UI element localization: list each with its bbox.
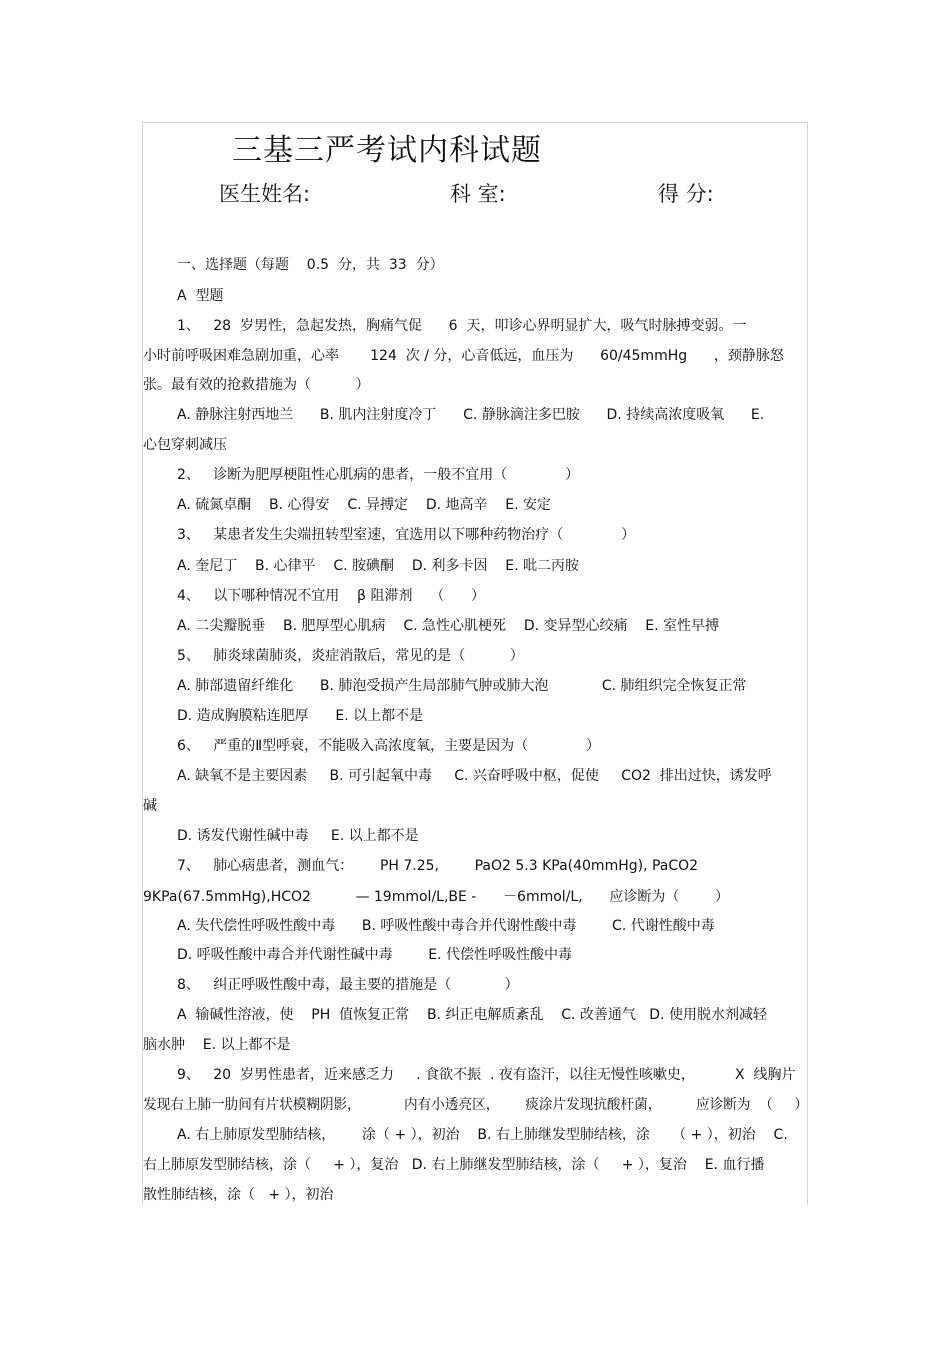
text-line: 1、 28 岁男性，急起发热，胸痛气促 6 天，叩诊心界明显扩大，吸气时脉搏变弱。一	[177, 318, 747, 334]
text-line: 9、 20 岁男性患者，近来感乏力 . 食欲不振 . 夜有盗汗，以往无慢性咳嗽史， X 线胸片	[177, 1067, 796, 1083]
text-line: A 型题	[177, 288, 224, 304]
text-line: A. 失代偿性呼吸性酸中毒 B. 呼吸性酸中毒合并代谢性酸中毒 C. 代谢性酸中毒	[177, 918, 715, 934]
text-line: D. 呼吸性酸中毒合并代谢性碱中毒 E. 代偿性呼吸性酸中毒	[177, 947, 573, 963]
text-line: 碱	[143, 798, 157, 814]
text-line: 2、 诊断为肥厚梗阻性心肌病的患者，一般不宜用（ ）	[177, 467, 580, 483]
text-line: A. 硫氮卓酮 B. 心得安 C. 异搏定 D. 地高辛 E. 安定	[177, 497, 552, 513]
text-line: 散性肺结核，涂（ + ），初治	[143, 1187, 334, 1203]
text-line: 心包穿刺减压	[143, 437, 227, 453]
text-line: A. 缺氧不是主要因素 B. 可引起氧中毒 C. 兴奋呼吸中枢，促使 CO2 排出过快，诱发呼	[177, 768, 772, 784]
text-line: 发现右上肺一肋间有片状模糊阴影， 内有小透亮区， 痰涂片发现抗酸杆菌， 应诊断为 （ ）	[143, 1097, 808, 1113]
doctor-name-label: 医生姓名:	[219, 182, 311, 206]
text-line: A. 静脉注射西地兰 B. 肌内注射度冷丁 C. 静脉滴注多巴胺 D. 持续高浓度吸氧 E.	[177, 407, 765, 423]
text-line: A. 肺部遗留纤维化 B. 肺泡受损产生局部肺气肿或肺大泡 C. 肺组织完全恢复正常	[177, 678, 747, 694]
text-line: D. 诱发代谢性碱中毒 E. 以上都不是	[177, 828, 419, 844]
score-label: 得 分:	[658, 182, 714, 206]
text-line: D. 造成胸膜粘连肥厚 E. 以上都不是	[177, 708, 424, 724]
text-line: 6、 严重的Ⅱ型呼衰，不能吸入高浓度氧，主要是因为（ ）	[177, 738, 600, 754]
text-line: 3、 某患者发生尖端扭转型室速，宜选用以下哪种药物治疗（ ）	[177, 527, 636, 543]
text-line: A. 奎尼丁 B. 心律平 C. 胺碘酮 D. 利多卡因 E. 吡二丙胺	[177, 558, 580, 574]
text-line: 4、 以下哪种情况不宜用 β 阻滞剂 （ ）	[177, 588, 485, 604]
text-line: 5、 肺炎球菌肺炎，炎症消散后，常见的是（ ）	[177, 648, 524, 664]
text-line: 7、 肺心病患者，测血气： PH 7.25, PaO2 5.3 KPa(40mmHg), PaCO2	[177, 858, 699, 874]
text-line: 脑水肿 E. 以上都不是	[143, 1037, 291, 1053]
text-line: 一、选择题（每题 0.5 分，共 33 分）	[177, 257, 444, 273]
text-line: 右上肺原发型肺结核，涂（ + ），复治 D. 右上肺继发型肺结核，涂（ + ），复治 E. 血行播	[143, 1157, 765, 1173]
text-line: A. 二尖瓣脱垂 B. 肥厚型心肌病 C. 急性心肌梗死 D. 变异型心绞痛 E. 室性早搏	[177, 618, 720, 634]
text-line: 小时前呼吸困难急剧加重，心率 124 次 / 分，心音低远，血压为 60/45mmHg ，颈静脉怒	[143, 348, 784, 364]
text-line: 9KPa(67.5mmHg),HCO2 — 19mmol/L,BE - －6mmol/L, 应诊断为（ ）	[143, 889, 729, 905]
page-title: 三基三严考试内科试题	[232, 133, 542, 168]
text-line: A. 右上肺原发型肺结核， 涂（ + ），初治 B. 右上肺继发型肺结核，涂 （ + ），初治 C.	[177, 1127, 788, 1143]
text-line: 8、 纠正呼吸性酸中毒，最主要的措施是（ ）	[177, 977, 519, 993]
text-line: A 输碱性溶液，使 PH 值恢复正常 B. 纠正电解质紊乱 C. 改善通气 D. 使用脱水剂减轻	[177, 1007, 767, 1023]
department-label: 科 室:	[450, 182, 506, 206]
text-line: 张。最有效的抢救措施为（ ）	[143, 377, 370, 393]
